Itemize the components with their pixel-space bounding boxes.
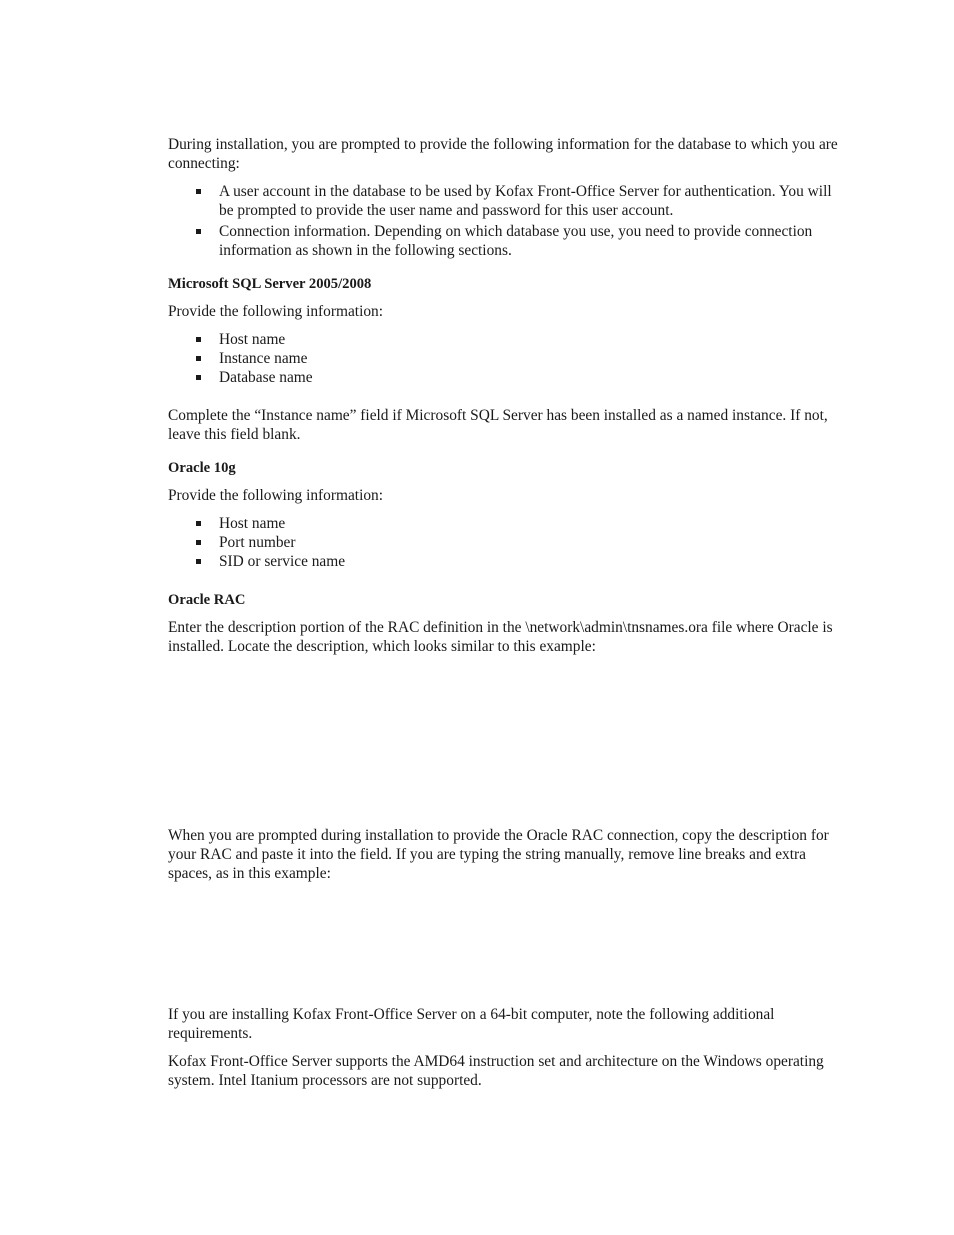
- bit64-paragraph-1: If you are installing Kofax Front-Office Server on a 64-bit computer, note the following additional requirements.: [168, 1006, 775, 1042]
- list-item: Port number: [168, 533, 848, 552]
- list-item: Host name: [168, 330, 848, 349]
- intro-paragraph: During installation, you are prompted to provide the following information for the database to which you are connecting:: [168, 136, 838, 172]
- oracle10g-list: [168, 514, 848, 571]
- list-item: A user account in the database to be used by Kofax Front-Office Server for authentication. You will be prompted to provide the user name and password for this user account.: [168, 182, 848, 220]
- mssql-note: Complete the “Instance name” field if Microsoft SQL Server has been installed as a named instance. If not, leave this field blank.: [168, 407, 828, 443]
- section-heading-oracle10g: Oracle 10g: [168, 460, 236, 476]
- intro-bullet-list: [168, 182, 848, 260]
- oracle10g-lead: Provide the following information:: [168, 487, 384, 504]
- list-item: Connection information. Depending on which database you use, you need to provide connection information as shown in the following sections.: [168, 222, 848, 260]
- mssql-list: [168, 330, 848, 387]
- oracle-rac-paragraph-1: Enter the description portion of the RAC definition in the \network\admin\tnsnames.ora file where Oracle is installed. Locate the description, which looks similar to this example:: [168, 619, 833, 655]
- mssql-lead: Provide the following information:: [168, 303, 384, 320]
- section-heading-oracle-rac: Oracle RAC: [168, 592, 246, 608]
- bit64-paragraph-2: Kofax Front-Office Server supports the AMD64 instruction set and architecture on the Windows operating system. Intel Itanium processors are not supported.: [168, 1053, 824, 1089]
- list-item: Host name: [168, 514, 848, 533]
- list-item: Database name: [168, 368, 848, 387]
- section-heading-mssql: Microsoft SQL Server 2005/2008: [168, 276, 372, 292]
- list-item: Instance name: [168, 349, 848, 368]
- list-item: SID or service name: [168, 552, 848, 571]
- oracle-rac-paragraph-2: When you are prompted during installation to provide the Oracle RAC connection, copy the description for your RAC and paste it into the field. If you are typing the string manually, remove line breaks and extra spaces, as in this example:: [168, 827, 829, 882]
